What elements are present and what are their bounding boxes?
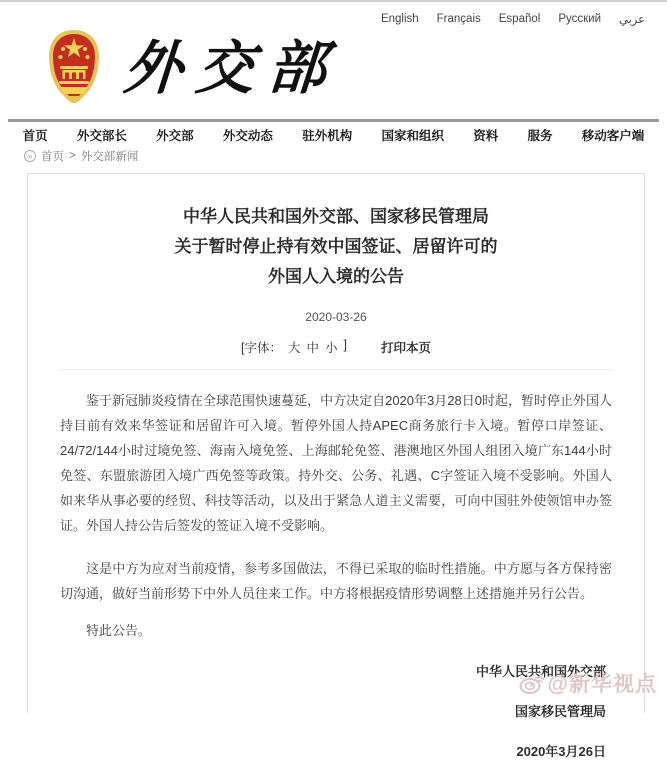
article-closing: 特此公告。	[86, 623, 152, 638]
article-paragraph-2: 这是中方为应对当前疫情，参考多国做法，不得已采取的临时性措施。中方愿与各方保持密切沟通，做好当前形势下中外人员往来工作。中方将根据疫情形势调整上述措施并另行公告。	[60, 561, 612, 601]
lang-francais[interactable]: Français	[436, 13, 481, 25]
article-title-line1: 中华人民共和国外交部、国家移民管理局	[183, 207, 489, 226]
article-title	[60, 202, 612, 292]
article-date: 2020-03-26	[305, 310, 367, 324]
font-size-control	[241, 338, 347, 356]
breadcrumb	[24, 148, 138, 164]
nav-item-services[interactable]: 服务	[527, 129, 553, 143]
article-toolbar	[60, 338, 612, 356]
signature-mfa: 中华人民共和国外交部	[475, 664, 606, 679]
print-page-button[interactable]: 打印本页	[381, 341, 432, 355]
watermark-text: @新华视点	[547, 673, 657, 696]
font-size-medium-button[interactable]: 中	[306, 341, 319, 355]
breadcrumb-arrow-icon: »	[24, 150, 36, 162]
nav-item-resources[interactable]: 资料	[473, 129, 499, 143]
logo-calligraphy-text: 外交部	[121, 34, 343, 102]
main-nav	[8, 126, 659, 144]
signature-date: 2020年3月26日	[516, 744, 606, 759]
china-national-emblem-icon	[46, 28, 102, 106]
xinhua-watermark	[519, 668, 657, 698]
lang-english[interactable]: English	[380, 13, 419, 25]
breadcrumb-current: 外交部新闻	[80, 151, 139, 163]
language-bar	[381, 12, 645, 26]
lang-espanol[interactable]: Español	[498, 13, 541, 25]
nav-item-minister[interactable]: 外交部长	[76, 129, 127, 143]
font-size-small-button[interactable]: 小	[325, 341, 338, 355]
lang-russian[interactable]: Русский	[558, 13, 601, 25]
breadcrumb-separator: >	[69, 150, 76, 162]
nav-item-countries[interactable]: 国家和组织	[381, 129, 444, 143]
nav-item-activities[interactable]: 外交动态	[222, 129, 273, 143]
font-size-large-button[interactable]: 大	[287, 341, 301, 355]
article-paragraph-1: 鉴于新冠肺炎疫情在全球范围快速蔓延，中方决定自2020年3月28日0时起，暂时停止外国人持目前有效来华签证和居留许可入境。暂停外国人持APEC商务旅行卡入境。暂停口岸签证、24/72/144小时过境免签、海南入境免签、上海邮轮免签、港澳地区外国人组团入境广东144小时免签、东盟旅游团入境广西免签等政策。持外交、公务、礼遇、C字签证入境不受影响。外国人如来华从事必要的经贸、科技等活动，以及出于紧急人道主义需要，可向中国驻外使领馆申办签证。外国人持公告后签发的签证入境不受影响。	[60, 393, 612, 533]
nav-top-divider	[8, 119, 659, 122]
signature-nia: 国家移民管理局	[514, 704, 606, 719]
weibo-icon	[519, 672, 545, 694]
article-body	[60, 388, 612, 606]
font-control-prefix: [字体：	[240, 341, 282, 355]
article-title-line3: 外国人入境的公告	[268, 267, 404, 286]
nav-item-home[interactable]: 首页	[22, 129, 48, 143]
title-divider	[60, 369, 612, 370]
nav-item-mobile[interactable]: 移动客户端	[581, 129, 645, 143]
breadcrumb-home-link[interactable]: 首页	[41, 151, 64, 163]
article-title-line2: 关于暂时停止持有效中国签证、居留许可的	[174, 237, 498, 256]
article-container	[27, 173, 645, 759]
page-top-divider	[0, 0, 667, 2]
nav-item-ministry[interactable]: 外交部	[156, 129, 194, 143]
site-logo[interactable]	[46, 28, 343, 108]
lang-arabic[interactable]: عربي	[619, 14, 645, 26]
font-control-suffix: ]	[343, 338, 347, 352]
nav-item-missions[interactable]: 驻外机构	[302, 129, 353, 143]
